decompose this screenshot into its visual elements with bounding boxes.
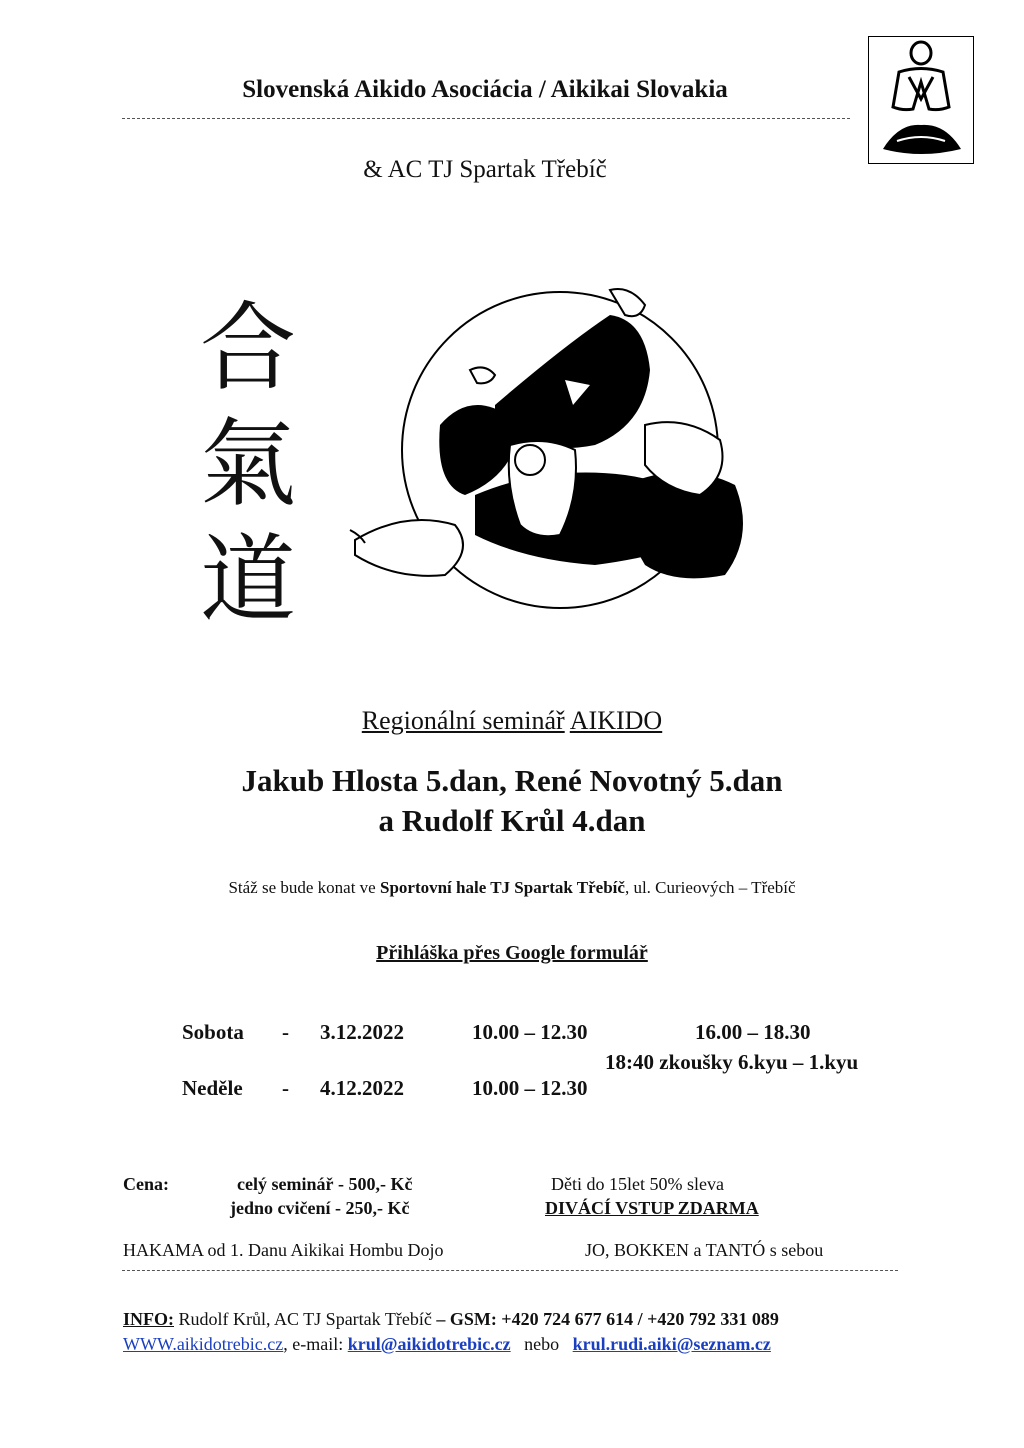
schedule-sunday-morning: 10.00 – 12.30: [472, 1076, 588, 1100]
venue-place: Sportovní hale TJ Spartak Třebíč: [379, 878, 625, 897]
email-or: nebo: [510, 1334, 573, 1354]
seminar-title-main: AIKIDO: [569, 706, 663, 735]
header-organization: Slovenská Aikido Asociácia / Aikikai Slovakia: [242, 76, 728, 103]
registration-link[interactable]: Přihláška přes Google formulář: [376, 942, 648, 964]
schedule-saturday-date: 3.12.2022: [320, 1020, 404, 1044]
venue-pre: Stáž se bude konat ve: [228, 878, 376, 897]
schedule-saturday-morning: 10.00 – 12.30: [472, 1020, 588, 1044]
seminar-title-prefix: Regionální seminář: [361, 706, 565, 735]
schedule-saturday-day: Sobota: [182, 1020, 244, 1044]
info-label: INFO:: [123, 1309, 174, 1329]
schedule-sunday-day: Neděle: [182, 1076, 243, 1100]
info-line: [123, 1309, 779, 1330]
seminar-title: [0, 706, 1024, 736]
aikido-throw-illustration: [345, 285, 765, 625]
kanji-ki: 氣: [200, 408, 296, 520]
seated-aikidoka-drawing: [869, 37, 973, 163]
instructors-line-1: Jakub Hlosta 5.dan, René Novotný 5.dan: [241, 763, 783, 798]
footer-divider: [122, 1270, 898, 1271]
email-link-secondary[interactable]: krul.rudi.aiki@seznam.cz: [572, 1334, 771, 1354]
web-email-line: [123, 1334, 771, 1355]
email-link-primary[interactable]: krul@aikidotrebic.cz: [347, 1334, 511, 1354]
co-organizer: & AC TJ Spartak Třebíč: [363, 156, 607, 183]
info-gsm: – GSM: +420 724 677 614 / +420 792 331 089: [431, 1309, 779, 1329]
aikido-kanji: [188, 290, 308, 638]
kanji-do: 道: [200, 524, 296, 636]
children-discount: Děti do 15let 50% sleva: [551, 1174, 724, 1194]
weapons-note: JO, BOKKEN a TANTÓ s sebou: [585, 1240, 824, 1260]
schedule-saturday-afternoon: 16.00 – 18.30: [695, 1020, 811, 1044]
schedule-sunday-dash: -: [282, 1076, 289, 1100]
kanji-ai: 合: [200, 292, 296, 404]
seiza-logo: [868, 36, 974, 164]
price-label: Cena:: [123, 1174, 169, 1194]
price-full-seminar: celý seminář - 500,- Kč: [237, 1174, 413, 1194]
price-single-session: jedno cvičení - 250,- Kč: [230, 1198, 410, 1218]
schedule-sunday-date: 4.12.2022: [320, 1076, 404, 1100]
email-label: , e-mail:: [283, 1334, 348, 1354]
hakama-note: HAKAMA od 1. Danu Aikikai Hombu Dojo: [123, 1240, 444, 1260]
instructors-line-2: a Rudolf Krůl 4.dan: [378, 803, 646, 838]
website-link[interactable]: WWW.aikidotrebic.cz: [123, 1334, 284, 1354]
spectators-free: DIVÁCÍ VSTUP ZDARMA: [545, 1198, 759, 1218]
info-contact: Rudolf Krůl, AC TJ Spartak Třebíč: [174, 1309, 432, 1329]
header-divider: [122, 118, 850, 119]
schedule-exams: 18:40 zkoušky 6.kyu – 1.kyu: [605, 1050, 859, 1074]
venue-text: [0, 878, 1024, 898]
venue-post: , ul. Curieových – Třebíč: [624, 878, 796, 897]
schedule-saturday-dash: -: [282, 1020, 289, 1044]
